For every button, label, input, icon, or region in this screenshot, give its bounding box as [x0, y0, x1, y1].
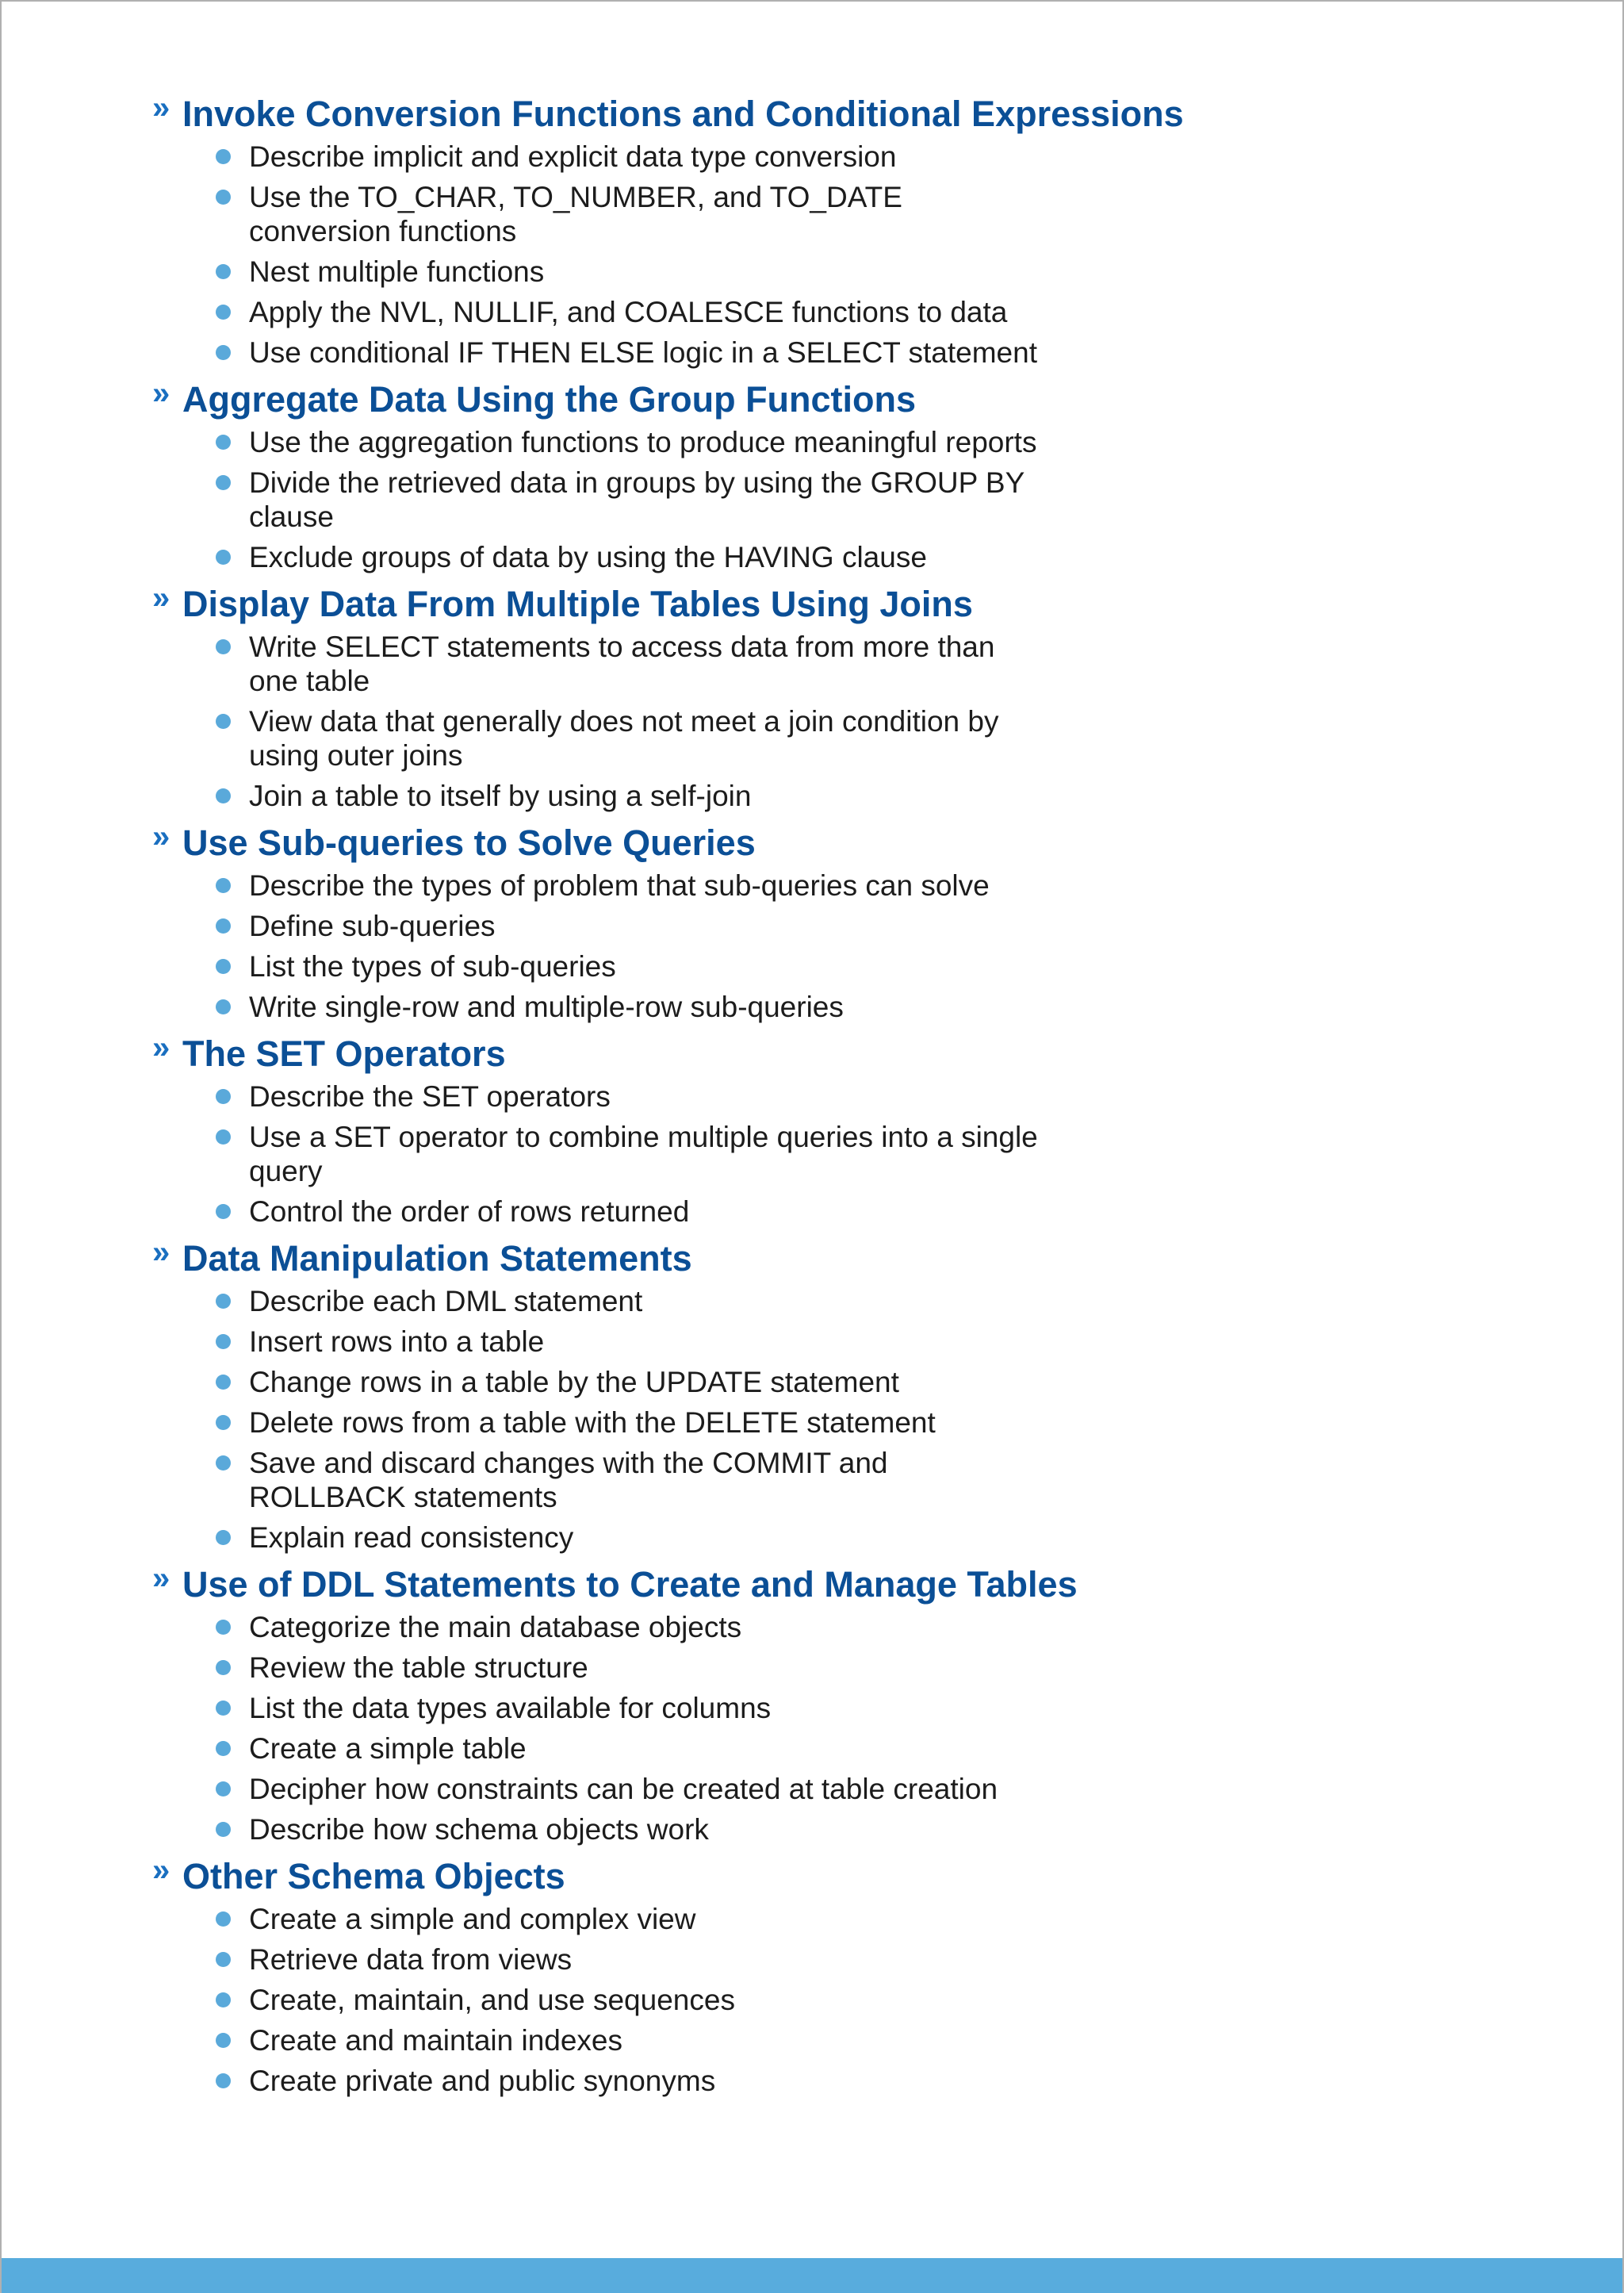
bullet-dot-icon	[216, 1204, 231, 1219]
bullet-dot-icon	[216, 1334, 231, 1349]
list-item	[249, 1651, 1042, 1685]
bullet-list	[152, 1284, 1342, 1555]
section	[152, 1030, 1342, 1229]
section-heading	[152, 1561, 1342, 1609]
list-item	[249, 869, 1042, 903]
section-title-text: Use Sub-queries to Solve Queries	[182, 822, 756, 863]
bullet-dot-icon	[216, 1089, 231, 1104]
list-item-text: Retrieve data from views	[249, 1943, 573, 1976]
bullet-list	[152, 869, 1342, 1024]
list-item	[249, 540, 1042, 574]
list-item	[249, 1325, 1042, 1359]
list-item-text: Delete rows from a table with the DELETE statement	[249, 1406, 936, 1439]
bullet-dot-icon	[216, 999, 231, 1014]
bullet-dot-icon	[216, 1822, 231, 1837]
list-item-text: Describe the SET operators	[249, 1080, 611, 1113]
list-item	[249, 140, 1042, 174]
bullet-list	[152, 425, 1342, 574]
list-item-text: Write single-row and multiple-row sub-queries	[249, 991, 844, 1023]
bullet-dot-icon	[216, 264, 231, 279]
list-item-text: Use conditional IF THEN ELSE logic in a SELECT statement	[249, 336, 1037, 369]
list-item	[249, 466, 1042, 534]
bullet-dot-icon	[216, 2073, 231, 2088]
bullet-dot-icon	[216, 305, 231, 320]
list-item	[249, 425, 1042, 459]
list-item-text: Exclude groups of data by using the HAVING clause	[249, 541, 927, 573]
section-heading	[152, 376, 1342, 424]
list-item	[249, 1120, 1042, 1188]
double-chevron-icon: »	[152, 1030, 170, 1065]
list-item	[249, 1610, 1042, 1644]
bullet-dot-icon	[216, 1530, 231, 1545]
double-chevron-icon: »	[152, 1561, 170, 1596]
section	[152, 376, 1342, 574]
list-item-text: Join a table to itself by using a self-join	[249, 780, 752, 812]
section	[152, 819, 1342, 1024]
list-item	[249, 1405, 1042, 1440]
bullet-dot-icon	[216, 1129, 231, 1145]
list-item-text: Change rows in a table by the UPDATE statement	[249, 1366, 899, 1398]
bullet-dot-icon	[216, 1294, 231, 1309]
list-item-text: Create, maintain, and use sequences	[249, 1984, 735, 2016]
bullet-dot-icon	[216, 2033, 231, 2048]
bullet-dot-icon	[216, 149, 231, 164]
section-heading	[152, 581, 1342, 628]
list-item-text: Insert rows into a table	[249, 1325, 545, 1358]
section	[152, 1235, 1342, 1555]
outline-content	[152, 90, 1342, 2104]
list-item-text: Use a SET operator to combine multiple queries into a single query	[249, 1121, 1038, 1187]
list-item-text: Explain read consistency	[249, 1521, 574, 1554]
list-item	[249, 1446, 1042, 1514]
list-item	[249, 1983, 1042, 2017]
list-item	[249, 909, 1042, 943]
list-item-text: Save and discard changes with the COMMIT and ROLLBACK statements	[249, 1447, 888, 1513]
list-item-text: List the data types available for columns	[249, 1692, 772, 1724]
bullet-dot-icon	[216, 1455, 231, 1471]
list-item-text: Describe the types of problem that sub-queries can solve	[249, 869, 990, 902]
bullet-list	[152, 1610, 1342, 1846]
section-title-text: Use of DDL Statements to Create and Manage Tables	[182, 1564, 1078, 1605]
list-item-text: Describe how schema objects work	[249, 1813, 709, 1846]
bullet-list	[152, 1079, 1342, 1229]
section-title-text: Aggregate Data Using the Group Functions	[182, 379, 917, 420]
list-item-text: Define sub-queries	[249, 910, 496, 942]
list-item	[249, 1691, 1042, 1725]
section-title-text: Data Manipulation Statements	[182, 1238, 692, 1279]
bullet-dot-icon	[216, 1375, 231, 1390]
list-item	[249, 779, 1042, 813]
bullet-dot-icon	[216, 1620, 231, 1635]
list-item	[249, 1194, 1042, 1229]
list-item	[249, 1772, 1042, 1806]
bullet-dot-icon	[216, 788, 231, 803]
bullet-list	[152, 1902, 1342, 2098]
list-item	[249, 2023, 1042, 2057]
list-item-text: Describe implicit and explicit data type conversion	[249, 140, 897, 173]
section-heading	[152, 1853, 1342, 1900]
list-item	[249, 949, 1042, 984]
list-item	[249, 336, 1042, 370]
bullet-dot-icon	[216, 1415, 231, 1430]
list-item	[249, 630, 1042, 698]
list-item	[249, 180, 1042, 248]
section-title-text: Invoke Conversion Functions and Conditional Expressions	[182, 94, 1184, 134]
list-item-text: Describe each DML statement	[249, 1285, 643, 1317]
list-item	[249, 1902, 1042, 1936]
list-item-text: Write SELECT statements to access data from more than one table	[249, 631, 995, 697]
bullet-dot-icon	[216, 878, 231, 893]
section-heading	[152, 819, 1342, 867]
double-chevron-icon: »	[152, 1235, 170, 1270]
bullet-dot-icon	[216, 1952, 231, 1967]
bullet-dot-icon	[216, 639, 231, 654]
list-item-text: Use the TO_CHAR, TO_NUMBER, and TO_DATE conversion functions	[249, 181, 902, 247]
double-chevron-icon: »	[152, 581, 170, 615]
section	[152, 90, 1342, 370]
bullet-dot-icon	[216, 435, 231, 450]
bullet-dot-icon	[216, 190, 231, 205]
list-item-text: Create a simple and complex view	[249, 1903, 696, 1935]
list-item	[249, 1731, 1042, 1766]
section-heading	[152, 1235, 1342, 1283]
bullet-dot-icon	[216, 1660, 231, 1675]
bullet-dot-icon	[216, 1992, 231, 2007]
list-item-text: Categorize the main database objects	[249, 1611, 742, 1643]
section	[152, 1853, 1342, 2098]
list-item-text: Review the table structure	[249, 1651, 588, 1684]
list-item-text: Divide the retrieved data in groups by using the GROUP BY clause	[249, 466, 1025, 533]
list-item	[249, 990, 1042, 1024]
list-item-text: Control the order of rows returned	[249, 1195, 690, 1228]
list-item	[249, 1365, 1042, 1399]
bullet-dot-icon	[216, 1701, 231, 1716]
list-item-text: List the types of sub-queries	[249, 950, 616, 983]
double-chevron-icon: »	[152, 1853, 170, 1888]
section-title-text: Display Data From Multiple Tables Using Joins	[182, 584, 973, 624]
list-item	[249, 1520, 1042, 1555]
section-heading	[152, 90, 1342, 138]
bullet-dot-icon	[216, 345, 231, 360]
bullet-dot-icon	[216, 1911, 231, 1927]
section-title-text: Other Schema Objects	[182, 1856, 565, 1896]
list-item	[249, 1942, 1042, 1977]
bullet-dot-icon	[216, 1741, 231, 1756]
list-item	[249, 704, 1042, 773]
bullet-dot-icon	[216, 475, 231, 490]
list-item	[249, 2064, 1042, 2098]
list-item	[249, 295, 1042, 329]
list-item-text: Create private and public synonyms	[249, 2065, 716, 2097]
bullet-dot-icon	[216, 550, 231, 565]
list-item-text: Create a simple table	[249, 1732, 527, 1765]
bullet-list	[152, 140, 1342, 370]
double-chevron-icon: »	[152, 90, 170, 125]
list-item	[249, 255, 1042, 289]
bullet-dot-icon	[216, 918, 231, 934]
list-item	[249, 1284, 1042, 1318]
section	[152, 581, 1342, 813]
bullet-dot-icon	[216, 714, 231, 729]
list-item-text: Create and maintain indexes	[249, 2024, 623, 2057]
section	[152, 1561, 1342, 1846]
list-item-text: View data that generally does not meet a join condition by using outer joins	[249, 705, 999, 772]
footer-bar	[2, 2258, 1622, 2293]
double-chevron-icon: »	[152, 819, 170, 854]
list-item	[249, 1812, 1042, 1846]
double-chevron-icon: »	[152, 376, 170, 411]
bullet-list	[152, 630, 1342, 813]
list-item-text: Use the aggregation functions to produce meaningful reports	[249, 426, 1037, 458]
list-item	[249, 1079, 1042, 1114]
section-heading	[152, 1030, 1342, 1078]
section-title-text: The SET Operators	[182, 1033, 506, 1074]
bullet-dot-icon	[216, 1781, 231, 1796]
bullet-dot-icon	[216, 959, 231, 974]
list-item-text: Decipher how constraints can be created at table creation	[249, 1773, 998, 1805]
list-item-text: Nest multiple functions	[249, 255, 545, 288]
list-item-text: Apply the NVL, NULLIF, and COALESCE functions to data	[249, 296, 1008, 328]
